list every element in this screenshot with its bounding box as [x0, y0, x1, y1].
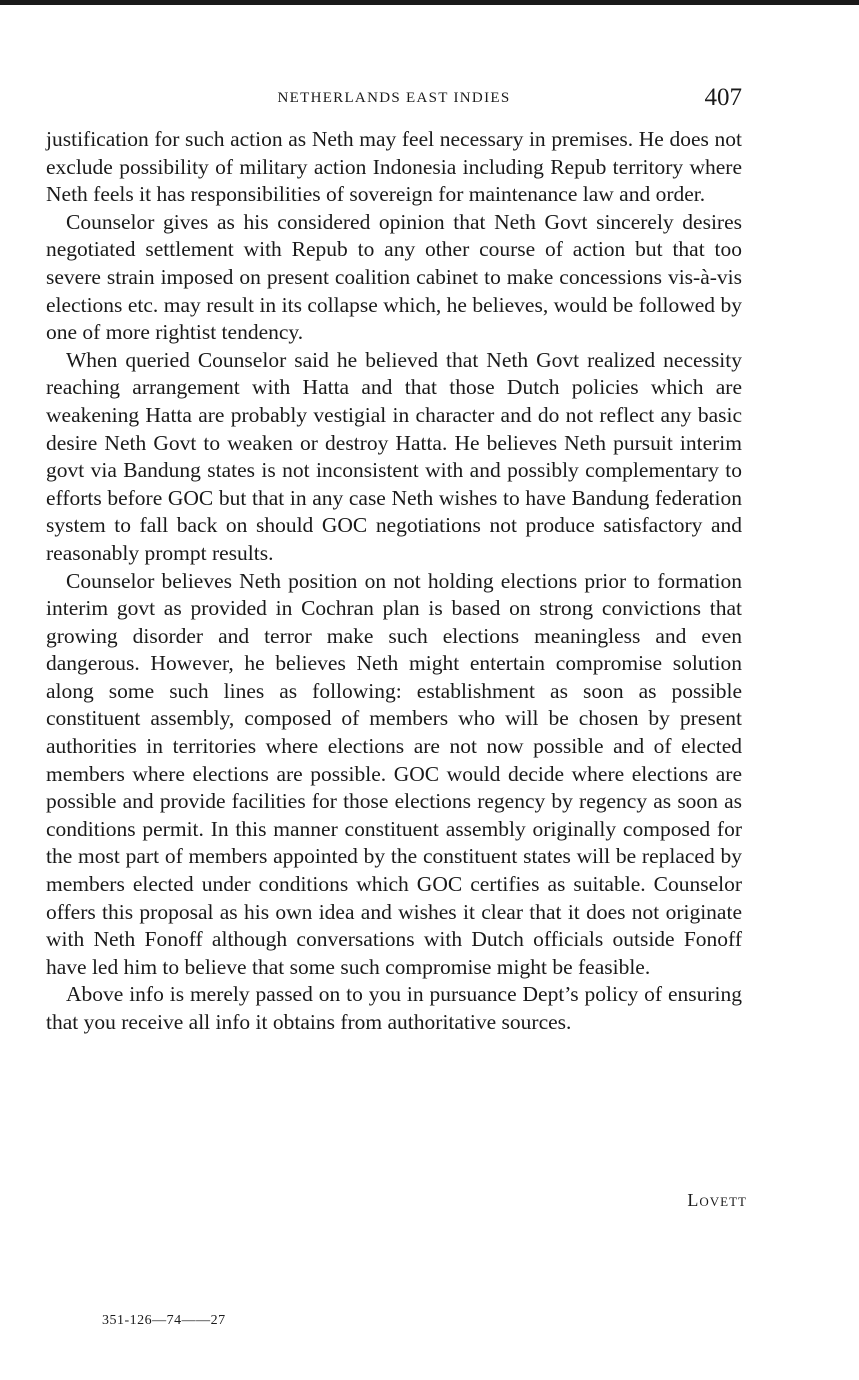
- paragraph: Above info is merely passed on to you in pursuance Dept’s policy of ensuring that you receive all info it obtains from authoritative sources.: [46, 982, 742, 1034]
- paragraph: Counselor believes Neth position on not holding elections prior to formation interim govt as provided in Cochran plan is based on strong convictions that growing disorder and terror make such elections meaningless and even dangerous. However, he believes Neth might entertain compromise solution along some such lines as following: establishment as soon as possible constituent assembly, composed of members who will be chosen by present authorities in territories where elections are not now possible and of elected members where elections are possible. GOC would decide where elections are possible and provide facilities for those elections regency by regency as soon as conditions permit. In this manner constituent assembly originally composed for the most part of members appointed by the constituent states will be replaced by members elected under conditions which GOC certifies as suitable. Counselor offers this proposal as his own idea and wishes it clear that it does not originate with Neth Fonoff although conversations with Dutch officials outside Fonoff have led him to believe that some such compromise might be feasible.: [46, 568, 742, 979]
- paragraph: Counselor gives as his considered opinion that Neth Govt sincerely desires negotiated settlement with Repub to any other course of action but that too severe strain imposed on present coalition cabinet to make concessions vis-à-vis elections etc. may result in its collapse which, he believes, would be followed by one of more rightist tendency.: [46, 209, 742, 345]
- body-text: [46, 126, 742, 1037]
- paragraph: When queried Counselor said he believed that Neth Govt realized necessity reaching arrangement with Hatta and that those Dutch policies which are weakening Hatta are probably vestigial in character and do not reflect any basic desire Neth Govt to weaken or destroy Hatta. He believes Neth pursuit interim govt via Bandung states is not inconsistent with and possibly complementary to efforts before GOC but that in any case Neth wishes to have Bandung federation system to fall back on should GOC negotiations not produce satisfactory and reasonably prompt results.: [46, 347, 742, 565]
- running-head: NETHERLANDS EAST INDIES: [277, 90, 511, 106]
- page-header: [46, 84, 742, 114]
- print-code: 351-126—74——27: [102, 1313, 226, 1328]
- signature: Lovett: [687, 1190, 747, 1210]
- top-border-rule: [0, 0, 859, 5]
- page-number: 407: [704, 84, 742, 111]
- paragraph-continuation: justification for such action as Neth may feel necessary in premises. He does not exclude possibility of military action Indonesia including Repub territory where Neth feels it has responsibilities of sovereign for maintenance law and order.: [46, 127, 742, 207]
